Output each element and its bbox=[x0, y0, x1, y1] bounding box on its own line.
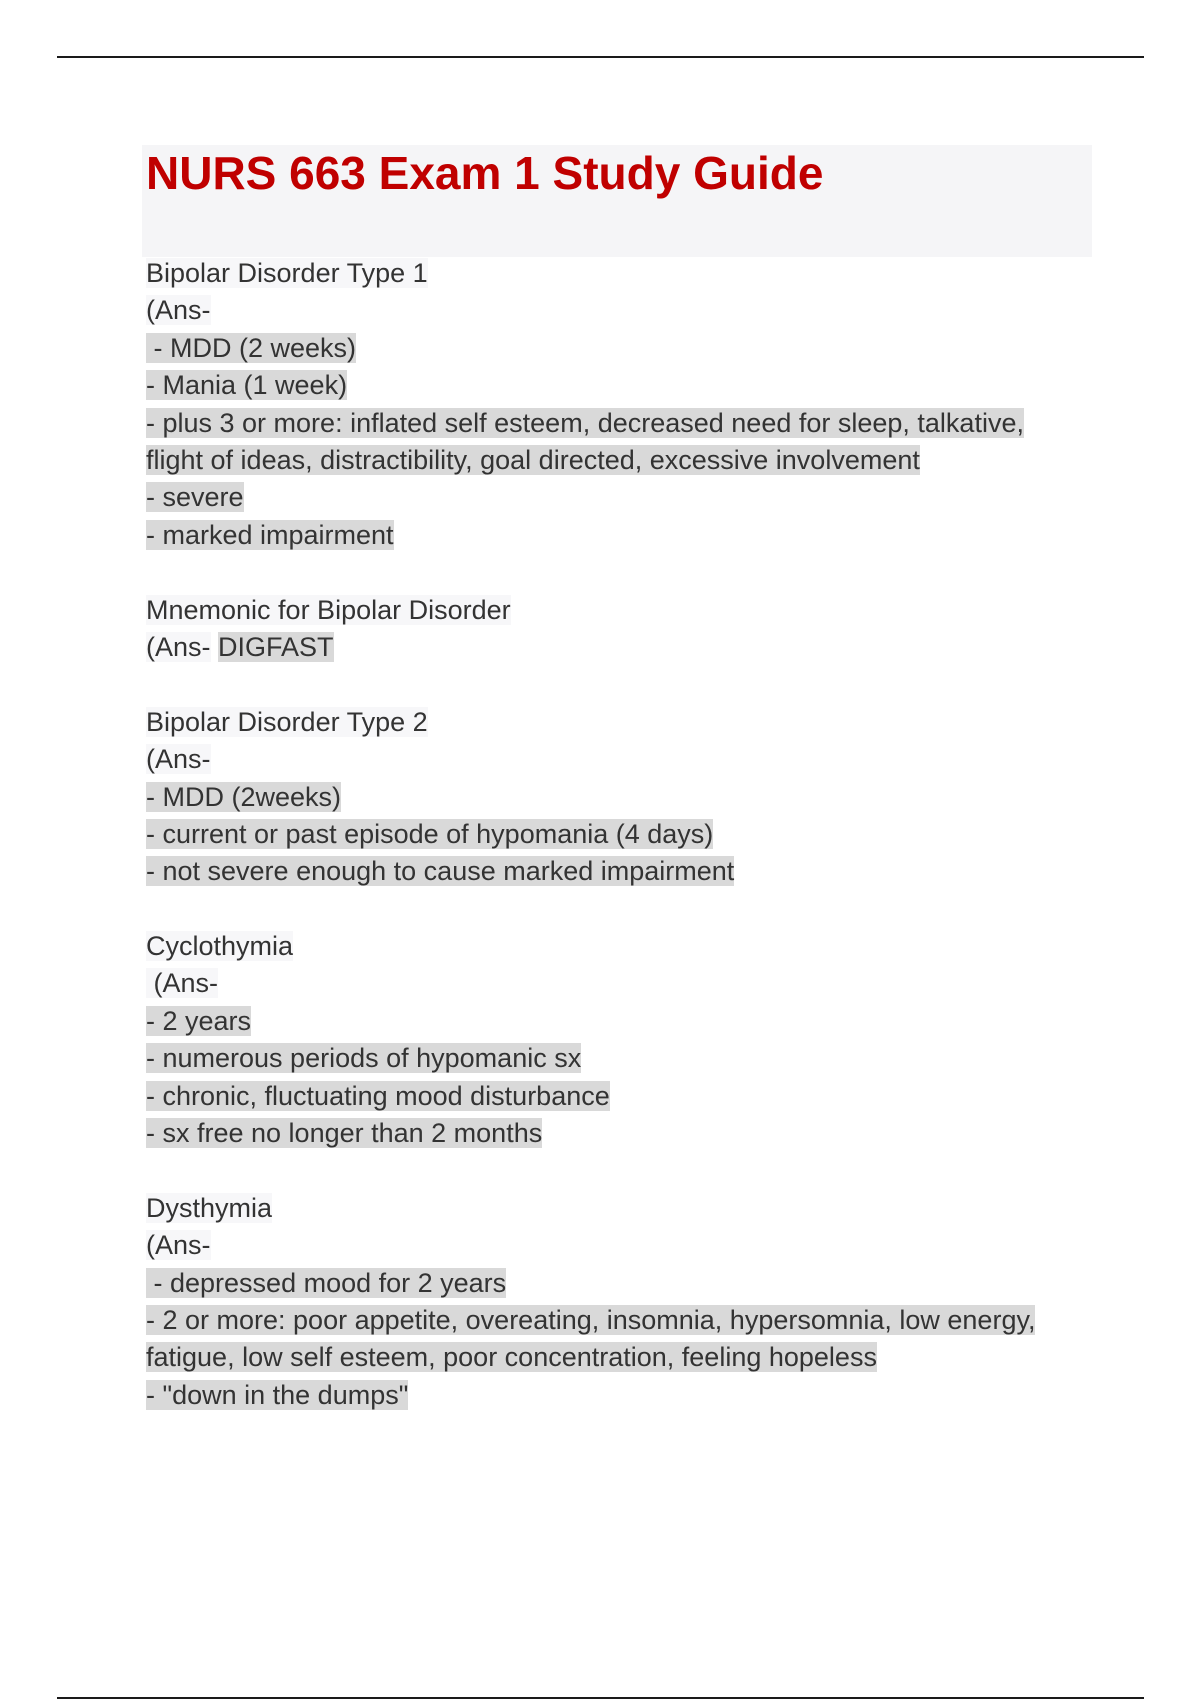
answer-line: - Mania (1 week) bbox=[146, 370, 348, 401]
header-rule bbox=[57, 56, 1144, 58]
answer-prefix: (Ans- bbox=[146, 968, 219, 999]
answer-prefix: (Ans- bbox=[146, 744, 211, 775]
answer-line: - plus 3 or more: inflated self esteem, decreased need for sleep, talkative, flight of ideas, distractibility, goal directed, excessive involvement bbox=[146, 407, 1024, 475]
answer-line: - current or past episode of hypomania (4 days) bbox=[146, 818, 714, 849]
answer-line: - "down in the dumps" bbox=[146, 1379, 409, 1410]
section-bipolar-1 bbox=[146, 255, 1086, 554]
section-bipolar-2 bbox=[146, 704, 1086, 891]
answer-prefix: (Ans- bbox=[146, 295, 211, 326]
study-guide-body bbox=[146, 255, 1086, 1414]
answer-prefix: (Ans- bbox=[146, 1230, 211, 1261]
section-dysthymia bbox=[146, 1190, 1086, 1414]
section-term: Dysthymia bbox=[146, 1192, 273, 1223]
page-title: NURS 663 Exam 1 Study Guide bbox=[146, 147, 824, 199]
section-mnemonic bbox=[146, 592, 1086, 667]
answer-line: - severe bbox=[146, 482, 244, 513]
answer-inline: (Ans- DIGFAST bbox=[146, 631, 334, 662]
answer-line: - 2 years bbox=[146, 1005, 252, 1036]
answer-line: - depressed mood for 2 years bbox=[146, 1267, 507, 1298]
section-term: Mnemonic for Bipolar Disorder bbox=[146, 594, 511, 625]
answer-line: - 2 or more: poor appetite, overeating, insomnia, hypersomnia, low energy, fatigue, low self esteem, poor concentration, feeling hopeless bbox=[146, 1304, 1036, 1373]
answer-line: DIGFAST bbox=[218, 631, 334, 662]
answer-line: - sx free no longer than 2 months bbox=[146, 1118, 543, 1149]
section-term: Bipolar Disorder Type 1 bbox=[146, 258, 428, 288]
footer-rule bbox=[57, 1697, 1144, 1699]
answer-line: - not severe enough to cause marked impairment bbox=[146, 856, 735, 887]
answer-line: - numerous periods of hypomanic sx bbox=[146, 1043, 582, 1074]
answer-line: - marked impairment bbox=[146, 519, 394, 550]
answer-line: - chronic, fluctuating mood disturbance bbox=[146, 1080, 610, 1111]
section-term: Bipolar Disorder Type 2 bbox=[146, 706, 428, 737]
answer-line: - MDD (2weeks) bbox=[146, 781, 342, 812]
section-cyclothymia bbox=[146, 928, 1086, 1152]
section-term: Cyclothymia bbox=[146, 931, 294, 962]
answer-line: - MDD (2 weeks) bbox=[146, 332, 357, 363]
